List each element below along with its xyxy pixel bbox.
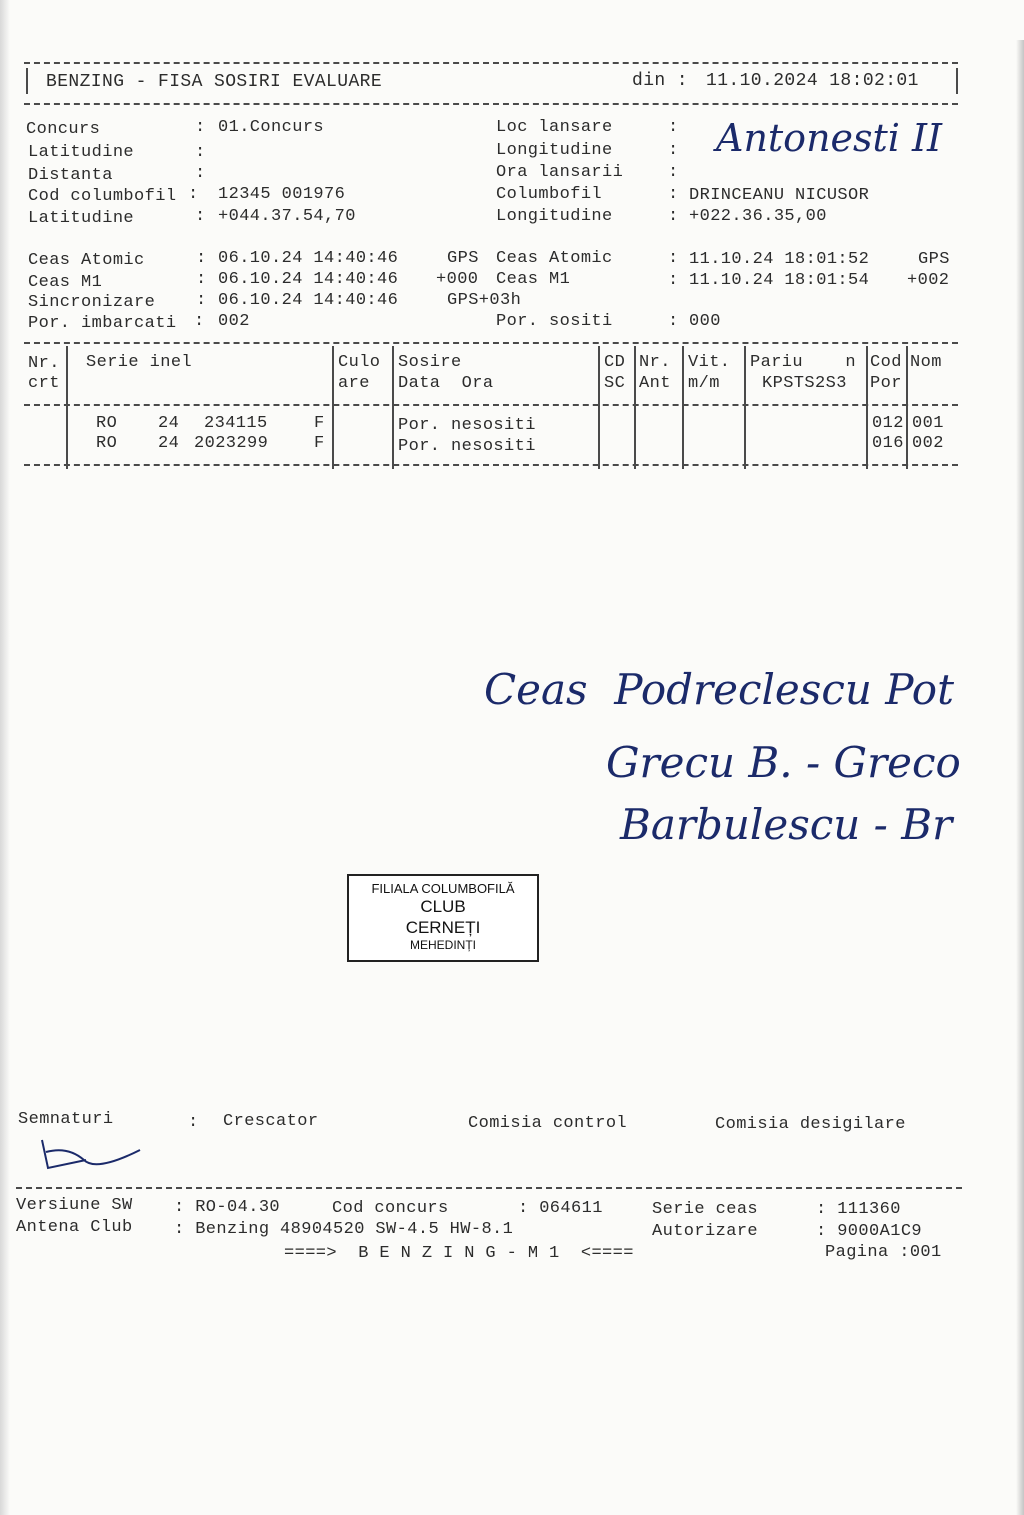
clock-sep: : bbox=[668, 312, 679, 331]
footer-value: : 9000A1C9 bbox=[816, 1222, 923, 1241]
col-header-cdsc: CD bbox=[604, 353, 626, 372]
info-label: Cod columbofil bbox=[28, 187, 177, 206]
clock-value: 11.10.24 18:01:54 bbox=[689, 271, 870, 290]
clock-sep: : bbox=[196, 291, 207, 310]
cell-tara: RO bbox=[96, 414, 118, 433]
clock-extra: GPS bbox=[918, 250, 950, 269]
info-sep: : bbox=[188, 185, 199, 204]
clock-label: Por. sositi bbox=[496, 312, 613, 331]
col-header-nrant: Nr. bbox=[639, 353, 671, 372]
date-value: 11.10.2024 18:02:01 bbox=[706, 71, 919, 91]
cell-tara: RO bbox=[96, 434, 118, 453]
col-header-sosire: Sosire bbox=[398, 353, 462, 372]
cell-codpor: 016 bbox=[872, 434, 904, 453]
stamp-line: CLUB bbox=[420, 897, 466, 916]
info-label: Concurs bbox=[26, 120, 101, 139]
cell-numar: 234115 bbox=[204, 414, 268, 433]
col-header-culoare: Culo bbox=[338, 353, 381, 372]
date-label: din : bbox=[632, 71, 689, 91]
stamp-line: CERNEȚI bbox=[405, 918, 481, 937]
clock-label: Por. imbarcati bbox=[28, 314, 177, 333]
info-sep: : bbox=[668, 207, 679, 226]
clock-value: 000 bbox=[689, 312, 721, 331]
col-header-serie: Serie inel bbox=[86, 353, 193, 372]
cell-sosire: Por. nesositi bbox=[398, 416, 536, 435]
clock-extra: +002 bbox=[907, 271, 950, 290]
info-label: Columbofil bbox=[496, 185, 603, 204]
info-sep: : bbox=[195, 164, 206, 183]
footer-banner: ====> B E N Z I N G - M 1 <==== bbox=[284, 1244, 634, 1263]
signature-comisia-control: Comisia control bbox=[468, 1114, 628, 1133]
col-header-vit-sub: m/m bbox=[688, 374, 720, 393]
info-label: Loc lansare bbox=[496, 118, 613, 137]
footer-value: : 111360 bbox=[816, 1200, 901, 1219]
clock-label: Ceas Atomic bbox=[496, 249, 613, 268]
footer-label: Cod concurs bbox=[332, 1199, 449, 1218]
footer-label: Versiune SW bbox=[16, 1196, 133, 1215]
handwritten-location: Antonesti II bbox=[716, 116, 943, 160]
info-sep: : bbox=[668, 141, 679, 160]
clock-label: Ceas Atomic bbox=[28, 251, 145, 270]
signatures-sep: : bbox=[188, 1113, 199, 1132]
col-header-pariu: Pariu n bbox=[750, 353, 857, 372]
handwritten-line: Grecu B. - Greco bbox=[606, 738, 961, 787]
col-header-pariu-sub: KPSTS2S3 bbox=[762, 374, 847, 393]
clock-sep: : bbox=[668, 249, 679, 268]
clock-label: Ceas M1 bbox=[496, 270, 571, 289]
handwritten-line: Barbulescu - Br bbox=[620, 800, 953, 849]
cell-sex: F bbox=[314, 434, 325, 453]
clock-value: 06.10.24 14:40:46 bbox=[218, 270, 399, 289]
cell-sosire: Por. nesositi bbox=[398, 437, 536, 456]
clock-value: 06.10.24 14:40:46 bbox=[218, 291, 399, 310]
info-label: Longitudine bbox=[496, 207, 613, 226]
clock-value: 11.10.24 18:01:52 bbox=[689, 250, 870, 269]
info-label: Latitudine bbox=[28, 143, 135, 162]
clock-sep: : bbox=[196, 270, 207, 289]
page-title: BENZING - FISA SOSIRI EVALUARE bbox=[46, 72, 383, 92]
footer-label: Antena Club bbox=[16, 1218, 133, 1237]
clock-value: 06.10.24 14:40:46 bbox=[218, 249, 399, 268]
footer-value: : 064611 bbox=[518, 1199, 603, 1218]
footer-value: : Benzing 48904520 SW-4.5 HW-8.1 bbox=[174, 1220, 514, 1239]
footer-pagina: Pagina :001 bbox=[825, 1243, 942, 1262]
info-sep: : bbox=[195, 207, 206, 226]
info-label: Distanta bbox=[28, 166, 113, 185]
col-header-nr-sub: crt bbox=[28, 374, 60, 393]
col-header-culoare-sub: are bbox=[338, 374, 370, 393]
cell-sex: F bbox=[314, 414, 325, 433]
stamp-line: MEHEDINȚI bbox=[410, 938, 476, 952]
info-label: Ora lansarii bbox=[496, 163, 624, 182]
clock-sep: : bbox=[196, 249, 207, 268]
clock-value: 002 bbox=[218, 312, 250, 331]
cell-nom: 001 bbox=[912, 414, 944, 433]
col-header-nrant-sub: Ant bbox=[639, 374, 671, 393]
handwritten-line: Ceas Podreclescu Pot bbox=[484, 665, 954, 714]
info-sep: : bbox=[668, 185, 679, 204]
cell-an: 24 bbox=[158, 414, 180, 433]
cell-an: 24 bbox=[158, 434, 180, 453]
signature-comisia-desigilare: Comisia desigilare bbox=[715, 1115, 906, 1134]
col-header-nom: Nom bbox=[910, 353, 942, 372]
clock-label: Ceas M1 bbox=[28, 273, 103, 292]
info-sep: : bbox=[668, 118, 679, 137]
col-header-sosire-sub: Data Ora bbox=[398, 374, 494, 393]
info-value: 12345 001976 bbox=[218, 185, 346, 204]
info-value: +022.36.35,00 bbox=[689, 207, 827, 226]
col-header-vit: Vit. bbox=[688, 353, 731, 372]
info-label: Latitudine bbox=[28, 209, 135, 228]
footer-rule bbox=[16, 1187, 962, 1189]
info-sep: : bbox=[195, 143, 206, 162]
cell-numar: 2023299 bbox=[194, 434, 269, 453]
col-header-cdsc-sub: SC bbox=[604, 374, 626, 393]
clock-sep: : bbox=[668, 271, 679, 290]
signatures-label: Semnaturi bbox=[18, 1110, 114, 1129]
clock-extra: +000 bbox=[436, 270, 479, 289]
col-header-nr: Nr. bbox=[28, 354, 60, 373]
footer-value: : RO-04.30 bbox=[174, 1198, 281, 1217]
col-header-codpor: Cod bbox=[870, 353, 902, 372]
info-sep: : bbox=[195, 118, 206, 137]
clock-sep: : bbox=[194, 312, 205, 331]
clock-extra: GPS+03h bbox=[447, 291, 522, 310]
signature-crescator: Crescator bbox=[223, 1112, 319, 1131]
col-header-codpor-sub: Por bbox=[870, 374, 902, 393]
stamp-line: FILIALA COLUMBOFILĂ bbox=[371, 881, 515, 896]
info-value: DRINCEANU NICUSOR bbox=[689, 186, 870, 205]
clock-extra: GPS bbox=[447, 249, 479, 268]
cell-nom: 002 bbox=[912, 434, 944, 453]
cell-codpor: 012 bbox=[872, 414, 904, 433]
clock-label: Sincronizare bbox=[28, 293, 156, 312]
footer-label: Serie ceas bbox=[652, 1200, 759, 1219]
footer-label: Autorizare bbox=[652, 1222, 759, 1241]
info-label: Longitudine bbox=[496, 141, 613, 160]
info-value: 01.Concurs bbox=[218, 118, 325, 137]
info-sep: : bbox=[668, 163, 679, 182]
info-value: +044.37.54,70 bbox=[218, 207, 356, 226]
